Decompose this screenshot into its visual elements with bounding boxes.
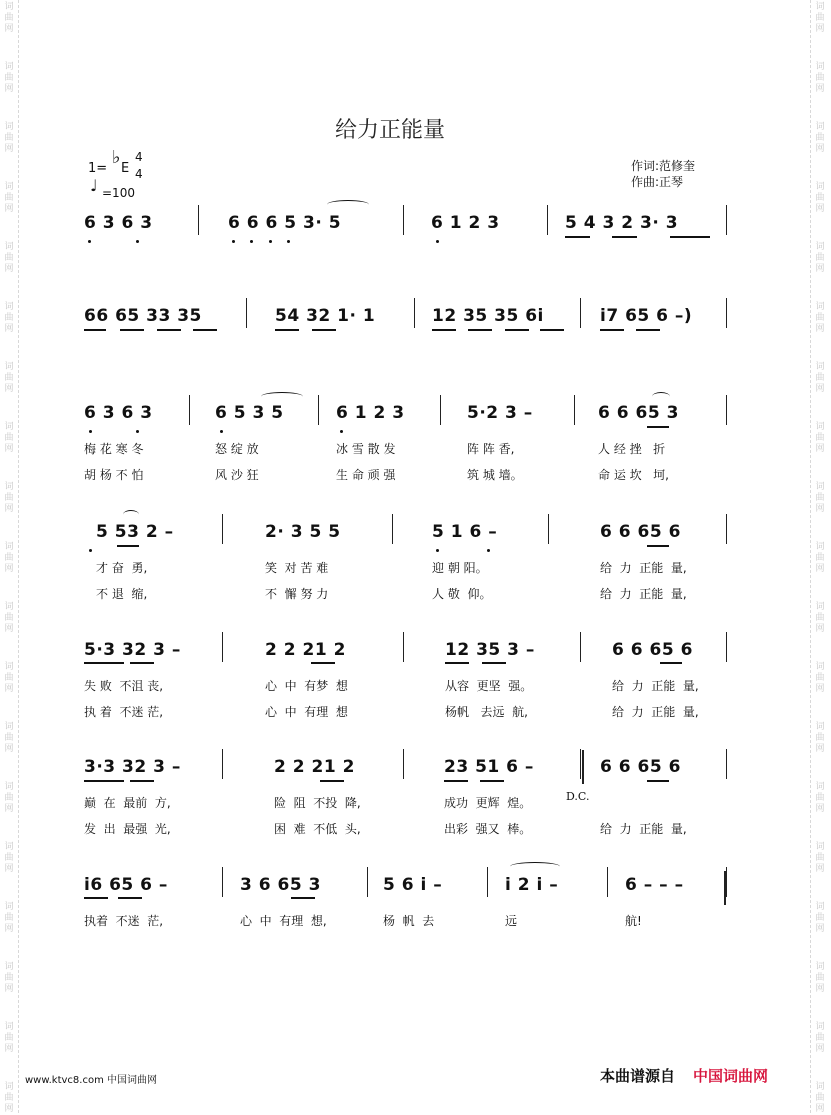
bar-line — [414, 298, 415, 328]
watermark-text: 词 曲 网 — [815, 242, 825, 274]
lyric-line: 胡 杨 不 怕 — [84, 468, 144, 482]
beam-line — [84, 662, 124, 664]
lyric-line: 命 运 坎 坷, — [598, 468, 669, 482]
octave-dot — [436, 549, 439, 552]
footer-url — [25, 1071, 157, 1086]
watermark-text: 词 曲 网 — [4, 122, 14, 154]
beam-line — [312, 329, 336, 331]
bar-line — [726, 205, 727, 235]
octave-dot — [88, 240, 91, 243]
measure-notes: i7 65 6 –) — [600, 306, 693, 326]
measure-notes: 23 51 6 – — [444, 757, 534, 777]
measure-notes: 6 6 65 6 — [612, 640, 693, 660]
beam-line — [647, 545, 669, 547]
lyric-line: 笑 对 苦 难 — [265, 561, 329, 575]
bar-line — [580, 298, 581, 328]
octave-dot — [136, 240, 139, 243]
lyric-line: 心 中 有梦 想 — [265, 679, 348, 693]
lyric-line: 成功 更辉 煌。 — [444, 796, 532, 810]
watermark-text: 词 曲 网 — [815, 602, 825, 634]
lyric-line: 险 阻 不投 降, — [274, 796, 361, 810]
beam-line — [193, 329, 217, 331]
bar-line — [198, 205, 199, 235]
measure-notes: 5 1 6 – — [432, 522, 498, 542]
lyric-line: 阵 阵 香, — [467, 442, 515, 456]
bar-line — [318, 395, 319, 425]
beam-line — [432, 329, 456, 331]
beam-line — [540, 329, 564, 331]
bar-line — [487, 867, 488, 897]
lyricist: 作词:范修奎 — [631, 159, 696, 173]
watermark-text: 词 曲 网 — [815, 962, 825, 994]
beam-line — [120, 329, 144, 331]
da-capo-mark: D.C. — [566, 790, 590, 803]
watermark-text: 词 曲 网 — [4, 602, 14, 634]
beam-line — [130, 662, 154, 664]
beam-line — [445, 662, 469, 664]
song-title: 给力正能量 — [334, 118, 445, 143]
watermark-text: 词 曲 网 — [815, 542, 825, 574]
lyric-line: 从容 更坚 强。 — [445, 679, 533, 693]
footer-site: 中国词曲网 — [107, 1075, 158, 1086]
measure-notes: 6 5 3 5 — [215, 403, 284, 423]
watermark-text: 词 曲 网 — [4, 782, 14, 814]
bar-line — [547, 205, 548, 235]
watermark-text: 词 曲 网 — [4, 722, 14, 754]
beam-line — [670, 236, 710, 238]
watermark-text: 词 曲 网 — [4, 242, 14, 274]
octave-dot — [287, 240, 290, 243]
lyric-line: 给 力 正能 量, — [600, 587, 687, 601]
watermark-text: 词 曲 网 — [815, 722, 825, 754]
bar-line — [392, 514, 393, 544]
beam-line — [275, 329, 299, 331]
watermark-text: 词 曲 网 — [4, 362, 14, 394]
slur-mark — [652, 392, 670, 401]
bar-line — [580, 749, 581, 779]
watermark-text: 词 曲 网 — [4, 422, 14, 454]
watermark-text: 词 曲 网 — [815, 902, 825, 934]
beam-line — [311, 662, 335, 664]
measure-notes: 2 2 21 2 — [265, 640, 346, 660]
bar-line — [726, 867, 727, 897]
watermark-text: 词 曲 网 — [815, 362, 825, 394]
watermark-text: 词 曲 网 — [4, 182, 14, 214]
watermark-text: 词 曲 网 — [4, 2, 14, 34]
bar-line — [726, 632, 727, 662]
key-signature — [88, 145, 178, 205]
measure-notes: 6 6 65 3 — [598, 403, 679, 423]
measure-notes: 6 3 6 3 — [84, 403, 153, 423]
octave-dot — [487, 549, 490, 552]
flat-sign: ♭ — [112, 147, 121, 168]
lyric-line: 怒 绽 放 — [215, 442, 259, 456]
lyric-line: 生 命 顽 强 — [336, 468, 396, 482]
octave-dot — [232, 240, 235, 243]
bar-line — [222, 749, 223, 779]
lyric-line: 远 — [505, 914, 518, 928]
bar-line — [403, 632, 404, 662]
measure-notes: 2· 3 5 5 — [265, 522, 341, 542]
measure-notes: 5 53 2 – — [96, 522, 174, 542]
measure-notes: 3 6 65 3 — [240, 875, 321, 895]
bar-line — [403, 749, 404, 779]
measure-notes: 5 6 i – — [383, 875, 443, 895]
lyric-line: 杨帆 去远 航, — [445, 705, 528, 719]
watermark-text: 词 曲 网 — [815, 422, 825, 454]
watermark-text: 词 曲 网 — [4, 842, 14, 874]
beam-line — [647, 780, 669, 782]
bar-line — [726, 514, 727, 544]
beam-line — [84, 897, 108, 899]
measure-notes: 54 32 1· 1 — [275, 306, 376, 326]
octave-dot — [436, 240, 439, 243]
lyric-line: 困 难 不低 头, — [274, 822, 361, 836]
watermark-text: 词 曲 网 — [815, 2, 825, 34]
measure-notes: 3·3 32 3 – — [84, 757, 181, 777]
lyric-line: 风 沙 狂 — [215, 468, 259, 482]
slur-mark — [261, 392, 303, 401]
watermark-text: 词 曲 网 — [815, 182, 825, 214]
final-bar-line — [724, 871, 726, 905]
measure-notes: 5·3 32 3 – — [84, 640, 181, 660]
measure-notes: 6 – – – — [625, 875, 684, 895]
lyric-line: 冰 雪 散 发 — [336, 442, 396, 456]
lyric-line: 杨 帆 去 — [383, 914, 435, 928]
lyric-line: 执 着 不迷 茫, — [84, 705, 164, 719]
measure-notes: i 2 i – — [505, 875, 559, 895]
source-brand: 中国词曲网 — [693, 1067, 769, 1085]
beam-line — [600, 329, 624, 331]
bar-line — [726, 395, 727, 425]
watermark-text: 词 曲 网 — [815, 782, 825, 814]
watermark-text: 词 曲 网 — [4, 962, 14, 994]
measure-notes: 66 65 33 35 — [84, 306, 202, 326]
octave-dot — [250, 240, 253, 243]
lyric-line: 人 经 挫 折 — [598, 442, 666, 456]
measure-notes: 5·2 3 – — [467, 403, 533, 423]
beam-line — [444, 780, 468, 782]
bar-line — [222, 632, 223, 662]
watermark-text: 词 曲 网 — [815, 842, 825, 874]
lyric-line: 梅 花 寒 冬 — [84, 442, 144, 456]
beam-line — [612, 236, 637, 238]
time-sig-bottom: 4 — [135, 167, 143, 181]
measure-notes: i6 65 6 – — [84, 875, 168, 895]
beam-line — [291, 897, 315, 899]
beam-line — [84, 329, 106, 331]
lyric-line: 不 退 缩, — [96, 587, 148, 601]
bar-line — [607, 867, 608, 897]
measure-notes: 6 6 6 5 3· 5 — [228, 213, 342, 233]
lyric-line: 出彩 强又 棒。 — [444, 822, 532, 836]
beam-line — [647, 426, 669, 428]
octave-dot — [269, 240, 272, 243]
beam-line — [660, 662, 682, 664]
octave-dot — [340, 430, 343, 433]
beam-line — [130, 780, 154, 782]
lyric-line: 心 中 有理 想 — [265, 705, 348, 719]
slur-mark — [327, 200, 369, 209]
octave-dot — [136, 430, 139, 433]
bar-line — [367, 867, 368, 897]
beam-line — [505, 329, 529, 331]
bar-line — [189, 395, 190, 425]
bar-line — [246, 298, 247, 328]
key-letter: E — [121, 161, 130, 176]
measure-notes: 6 3 6 3 — [84, 213, 153, 233]
bar-line — [726, 298, 727, 328]
measure-notes: 6 1 2 3 — [431, 213, 500, 233]
lyric-line: 人 敬 仰。 — [432, 587, 492, 601]
watermark-text: 词 曲 网 — [4, 302, 14, 334]
time-sig-top: 4 — [135, 150, 143, 164]
beam-line — [482, 662, 506, 664]
bar-line — [726, 749, 727, 779]
composer: 作曲:正琴 — [631, 175, 684, 189]
beam-line — [117, 545, 139, 547]
measure-notes: 2 2 21 2 — [274, 757, 355, 777]
measure-notes: 6 6 65 6 — [600, 522, 681, 542]
right-watermark-strip — [810, 0, 831, 1113]
slur-mark — [510, 862, 560, 871]
left-watermark-strip — [0, 0, 19, 1113]
lyric-line: 巅 在 最前 方, — [84, 796, 171, 810]
slur-mark — [123, 510, 139, 519]
watermark-text: 词 曲 网 — [815, 662, 825, 694]
watermark-text: 词 曲 网 — [4, 662, 14, 694]
watermark-text: 词 曲 网 — [815, 482, 825, 514]
footer-url-text: www.ktvc8.com — [25, 1075, 104, 1086]
lyric-line: 失 败 不沮 丧, — [84, 679, 164, 693]
bar-line — [574, 395, 575, 425]
beam-line — [118, 897, 142, 899]
lyric-line: 给 力 正能 量, — [600, 561, 687, 575]
bar-line — [548, 514, 549, 544]
lyric-line: 发 出 最强 光, — [84, 822, 171, 836]
measure-notes: 12 35 3 – — [445, 640, 535, 660]
octave-dot — [220, 430, 223, 433]
beam-line — [84, 780, 124, 782]
quarter-note-icon: ♩ — [90, 176, 98, 195]
bar-line — [403, 205, 404, 235]
bar-line — [440, 395, 441, 425]
beam-line — [320, 780, 344, 782]
lyric-line: 执着 不迷 茫, — [84, 914, 164, 928]
bar-line — [222, 867, 223, 897]
measure-notes: 6 6 65 6 — [600, 757, 681, 777]
beam-line — [157, 329, 181, 331]
watermark-text: 词 曲 网 — [815, 122, 825, 154]
lyric-line: 迎 朝 阳。 — [432, 561, 488, 575]
lyric-line: 给 力 正能 量, — [600, 822, 687, 836]
watermark-text: 词 曲 网 — [815, 1022, 825, 1054]
watermark-text: 词 曲 网 — [4, 1022, 14, 1054]
lyric-line: 才 奋 勇, — [96, 561, 148, 575]
lyric-line: 不 懈 努 力 — [265, 587, 329, 601]
watermark-text: 词 曲 网 — [4, 62, 14, 94]
watermark-text: 词 曲 网 — [4, 1082, 14, 1114]
beam-line — [636, 329, 660, 331]
watermark-text: 词 曲 网 — [4, 902, 14, 934]
watermark-text: 词 曲 网 — [815, 302, 825, 334]
repeat-bar-line — [582, 750, 584, 784]
beam-line — [480, 780, 504, 782]
measure-notes: 5 4 3 2 3· 3 — [565, 213, 679, 233]
lyric-line: 给 力 正能 量, — [612, 679, 699, 693]
credits — [631, 158, 695, 190]
lyric-line: 心 中 有理 想, — [240, 914, 327, 928]
watermark-text: 词 曲 网 — [4, 542, 14, 574]
measure-notes: 12 35 35 6i — [432, 306, 544, 326]
bar-line — [222, 514, 223, 544]
tempo-mark: =100 — [102, 186, 135, 200]
beam-line — [565, 236, 590, 238]
measure-notes: 6 1 2 3 — [336, 403, 405, 423]
octave-dot — [89, 430, 92, 433]
watermark-text: 词 曲 网 — [4, 482, 14, 514]
watermark-text: 词 曲 网 — [815, 1082, 825, 1114]
footer-source — [600, 1065, 768, 1086]
lyric-line: 给 力 正能 量, — [612, 705, 699, 719]
octave-dot — [89, 549, 92, 552]
source-label: 本曲谱源自 — [600, 1067, 676, 1085]
lyric-line: 航! — [625, 914, 642, 928]
key-prefix: 1= — [88, 161, 108, 176]
beam-line — [468, 329, 492, 331]
lyric-line: 筑 城 墙。 — [467, 468, 523, 482]
bar-line — [580, 632, 581, 662]
watermark-text: 词 曲 网 — [815, 62, 825, 94]
